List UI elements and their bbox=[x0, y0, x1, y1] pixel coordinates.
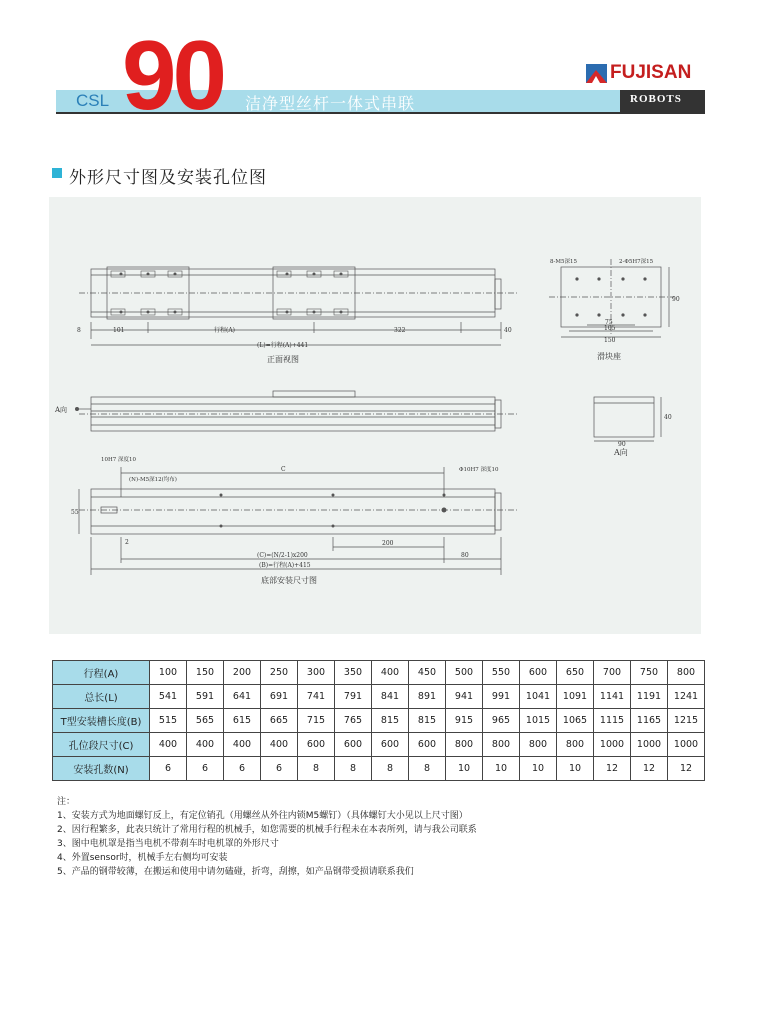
table-cell: 1000 bbox=[668, 733, 705, 757]
table-cell: 600 bbox=[335, 733, 372, 757]
dim-101: 101 bbox=[113, 327, 125, 334]
table-cell: 791 bbox=[335, 685, 372, 709]
table-cell: 1191 bbox=[631, 685, 668, 709]
table-row bbox=[53, 757, 705, 781]
table-cell: 1000 bbox=[594, 733, 631, 757]
table-cell: 100 bbox=[150, 661, 187, 685]
dim-105: 105 bbox=[604, 325, 616, 332]
table-cell: 10 bbox=[557, 757, 594, 781]
dim-40: 40 bbox=[504, 327, 512, 334]
table-row bbox=[53, 661, 705, 685]
table-cell: 650 bbox=[557, 661, 594, 685]
table-cell: 750 bbox=[631, 661, 668, 685]
table-cell: 1091 bbox=[557, 685, 594, 709]
table-cell: 741 bbox=[298, 685, 335, 709]
slider-pins-label: 2-Φ5H7深15 bbox=[619, 259, 654, 265]
bottom-view-label: 底部安装尺寸图 bbox=[261, 576, 317, 585]
model-number: 90 bbox=[122, 20, 224, 130]
table-row bbox=[53, 733, 705, 757]
table-cell: 1165 bbox=[631, 709, 668, 733]
note-item: 3、图中电机罩是指当电机不带刹车时电机罩的外形尺寸 bbox=[57, 839, 279, 849]
a-direction-arrow-label: A向 bbox=[55, 406, 68, 414]
row-header: 安装孔数(N) bbox=[53, 757, 150, 781]
table-cell: 800 bbox=[557, 733, 594, 757]
table-cell: 8 bbox=[409, 757, 446, 781]
table-cell: 1065 bbox=[557, 709, 594, 733]
table-row bbox=[53, 709, 705, 733]
holes-label: (N)-M5深12(均布) bbox=[129, 477, 177, 483]
table-cell: 600 bbox=[372, 733, 409, 757]
table-cell: 641 bbox=[224, 685, 261, 709]
dim-slider-height: 90 bbox=[672, 296, 680, 303]
table-cell: 400 bbox=[261, 733, 298, 757]
dim-stroke: 行程(A) bbox=[214, 327, 236, 334]
table-cell: 250 bbox=[261, 661, 298, 685]
table-cell: 841 bbox=[372, 685, 409, 709]
dim-75: 75 bbox=[605, 319, 613, 326]
note-item: 1、安装方式为地面螺钉反上，有定位销孔（用螺丝从外往内锁M5螺钉）（具体螺钉大小见以上尺寸图） bbox=[57, 811, 468, 821]
section-title: 外形尺寸图及安装孔位图 bbox=[69, 168, 267, 188]
row-header: 总长(L) bbox=[53, 685, 150, 709]
table-cell: 800 bbox=[520, 733, 557, 757]
brand-sub: ROBOTS bbox=[630, 93, 682, 105]
table-cell: 765 bbox=[335, 709, 372, 733]
dim-c: C bbox=[281, 466, 286, 473]
table-cell: 400 bbox=[187, 733, 224, 757]
table-cell: 6 bbox=[150, 757, 187, 781]
table-cell: 8 bbox=[335, 757, 372, 781]
dim-side-height: 40 bbox=[664, 414, 672, 421]
slider-screws-label: 8-M5深15 bbox=[550, 259, 577, 265]
table-cell: 450 bbox=[409, 661, 446, 685]
brand-mark-icon bbox=[586, 64, 607, 83]
dim-total-length: (L)=行程(A)+441 bbox=[257, 342, 309, 349]
note-item: 5、产品的钢带较薄，在搬运和使用中请勿磕碰，折弯，刮擦，如产品钢带受损请联系我们 bbox=[57, 867, 414, 877]
table-cell: 515 bbox=[150, 709, 187, 733]
table-cell: 12 bbox=[668, 757, 705, 781]
notes bbox=[57, 795, 477, 879]
note-item: 4、外置sensor时，机械手左右侧均可安装 bbox=[57, 853, 228, 863]
table-cell: 800 bbox=[483, 733, 520, 757]
a-direction-label: A向 bbox=[614, 448, 628, 457]
table-cell: 1115 bbox=[594, 709, 631, 733]
table-cell: 1015 bbox=[520, 709, 557, 733]
table-cell: 10 bbox=[446, 757, 483, 781]
table-cell: 800 bbox=[446, 733, 483, 757]
table-cell: 6 bbox=[261, 757, 298, 781]
table-cell: 815 bbox=[372, 709, 409, 733]
table-cell: 500 bbox=[446, 661, 483, 685]
table-cell: 991 bbox=[483, 685, 520, 709]
table-cell: 665 bbox=[261, 709, 298, 733]
bullet-square-icon bbox=[52, 168, 62, 178]
table-cell: 150 bbox=[187, 661, 224, 685]
table-cell: 941 bbox=[446, 685, 483, 709]
table-cell: 815 bbox=[409, 709, 446, 733]
table-cell: 12 bbox=[631, 757, 668, 781]
brand-name: FUJISAN bbox=[610, 62, 692, 83]
table-cell: 715 bbox=[298, 709, 335, 733]
notes-title: 注： bbox=[57, 797, 76, 807]
table-cell: 965 bbox=[483, 709, 520, 733]
table-cell: 891 bbox=[409, 685, 446, 709]
table-cell: 400 bbox=[372, 661, 409, 685]
bottom-view-body bbox=[91, 489, 495, 534]
row-header: 孔位段尺寸(C) bbox=[53, 733, 150, 757]
table-cell: 1000 bbox=[631, 733, 668, 757]
dim-b-formula: (B)=行程(A)+415 bbox=[259, 562, 311, 569]
table-cell: 8 bbox=[372, 757, 409, 781]
row-header: 行程(A) bbox=[53, 661, 150, 685]
table-cell: 8 bbox=[298, 757, 335, 781]
table-cell: 600 bbox=[409, 733, 446, 757]
table-cell: 615 bbox=[224, 709, 261, 733]
table-cell: 350 bbox=[335, 661, 372, 685]
table-cell: 6 bbox=[224, 757, 261, 781]
pin-right-label: Φ10H7 深度10 bbox=[459, 467, 499, 473]
pin-left-label: 10H7 深度10 bbox=[101, 457, 137, 463]
front-view-label: 正面视图 bbox=[267, 355, 299, 364]
table-cell: 600 bbox=[520, 661, 557, 685]
table-cell: 600 bbox=[298, 733, 335, 757]
brand-logo bbox=[586, 63, 701, 85]
dim-55: 55 bbox=[71, 509, 79, 516]
table-cell: 10 bbox=[483, 757, 520, 781]
dim-80: 80 bbox=[461, 552, 469, 559]
table-cell: 400 bbox=[150, 733, 187, 757]
table-cell: 800 bbox=[668, 661, 705, 685]
product-title: 洁净型丝杆一体式串联 bbox=[245, 94, 416, 113]
table-cell: 1215 bbox=[668, 709, 705, 733]
spec-table bbox=[52, 660, 705, 781]
dim-left-gap: 8 bbox=[77, 327, 81, 334]
table-cell: 1141 bbox=[594, 685, 631, 709]
dim-2: 2 bbox=[125, 539, 129, 546]
row-header: T型安装槽长度(B) bbox=[53, 709, 150, 733]
note-item: 2、因行程繁多，此表只统计了常用行程的机械手，如您需要的机械手行程未在本表所列，请与我公司联系 bbox=[57, 825, 477, 835]
table-cell: 565 bbox=[187, 709, 224, 733]
table-cell: 300 bbox=[298, 661, 335, 685]
table-cell: 12 bbox=[594, 757, 631, 781]
table-cell: 541 bbox=[150, 685, 187, 709]
dim-c-formula: (C)=(N/2-1)x200 bbox=[257, 552, 308, 559]
table-cell: 1241 bbox=[668, 685, 705, 709]
table-cell: 200 bbox=[224, 661, 261, 685]
table-cell: 10 bbox=[520, 757, 557, 781]
dim-200: 200 bbox=[382, 540, 394, 547]
dim-side-width: 90 bbox=[618, 441, 626, 448]
dimension-drawing bbox=[49, 197, 701, 634]
table-cell: 591 bbox=[187, 685, 224, 709]
table-cell: 550 bbox=[483, 661, 520, 685]
table-cell: 1041 bbox=[520, 685, 557, 709]
table-cell: 700 bbox=[594, 661, 631, 685]
table-row bbox=[53, 685, 705, 709]
table-cell: 6 bbox=[187, 757, 224, 781]
table-cell: 915 bbox=[446, 709, 483, 733]
dim-322: 322 bbox=[394, 327, 406, 334]
table-cell: 400 bbox=[224, 733, 261, 757]
dim-150: 150 bbox=[604, 337, 616, 344]
slider-seat-label: 滑块座 bbox=[597, 352, 621, 361]
series-label: CSL bbox=[76, 91, 110, 110]
table-cell: 691 bbox=[261, 685, 298, 709]
